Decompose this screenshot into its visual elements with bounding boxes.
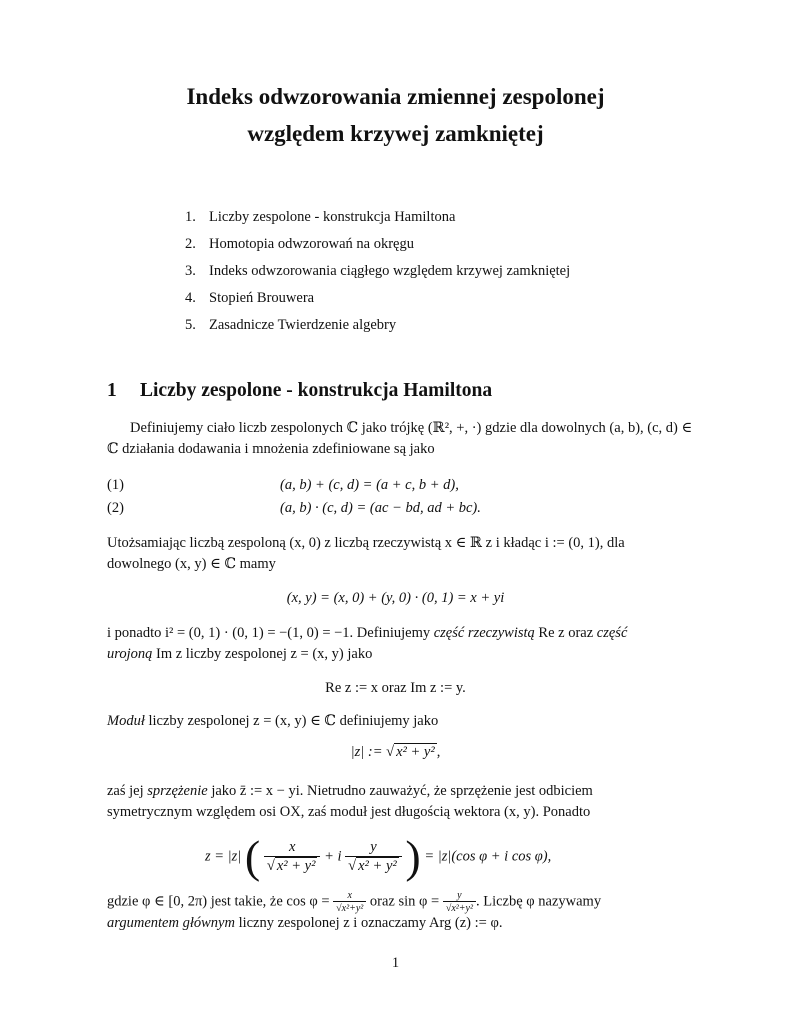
- emphasis-modulus: Moduł: [107, 713, 145, 729]
- equation-1: (a, b) + (c, d) = (a + c, b + d),: [280, 477, 459, 493]
- text-run: Re z oraz: [534, 625, 597, 641]
- equation-6: [205, 831, 552, 882]
- section-number: 1: [107, 380, 117, 401]
- title-line-2: względem krzywej zamkniętej: [247, 121, 544, 146]
- paragraph-3-line-2: [107, 646, 372, 663]
- small-fraction-cos: [333, 890, 366, 914]
- toc-label: Liczby zespolone - konstrukcja Hamiltona: [209, 209, 456, 225]
- eq5-radicand: x² + y²: [396, 744, 435, 760]
- text-run: . Liczbę φ nazywamy: [475, 893, 602, 910]
- paragraph-6-line-2: [107, 915, 502, 932]
- toc-label: Homotopia odwzorowań na okręgu: [209, 236, 414, 252]
- toc-item: [185, 233, 570, 260]
- paragraph-4: [107, 713, 438, 730]
- fraction-y: [345, 839, 402, 875]
- toc-number: 1.: [185, 209, 196, 225]
- equation-2: (a, b) · (c, d) = (ac − bd, ad + bc).: [280, 500, 481, 516]
- title-line-1: Indeks odwzorowania zmiennej zespolonej: [186, 84, 605, 109]
- fraction-numerator: x: [347, 890, 352, 901]
- text-run: liczny zespolonej z i oznaczamy Arg (z) := φ.: [234, 915, 503, 931]
- text-run: Im z liczby zespolonej z = (x, y) jako: [152, 646, 373, 662]
- eq6-lhs: z = |z|: [205, 848, 242, 865]
- toc-number: 4.: [185, 290, 196, 306]
- eq5-end: ,: [436, 744, 441, 760]
- emphasis-principal-argument: argumentem głównym: [107, 915, 235, 931]
- toc-item: [185, 206, 570, 233]
- section-title: Liczby zespolone - konstrukcja Hamiltona: [140, 380, 493, 401]
- paragraph-1-line-2: ℂ działania dodawania i mnożenia zdefiniowane są jako: [107, 441, 435, 457]
- eq6-rhs: = |z|(cos φ + i cos φ),: [424, 848, 552, 865]
- fraction-numerator: y: [370, 839, 377, 855]
- emphasis-real-part: część rzeczywistą: [433, 625, 535, 641]
- paragraph-5-line-2: symetrycznym względem osi OX, zaś moduł jest długością wektora (x, y). Ponadto: [107, 804, 591, 820]
- radicand: x² + y²: [276, 858, 316, 874]
- equation-2-tag: (2): [107, 500, 124, 516]
- text-run: zaś jej: [107, 783, 148, 799]
- fraction-denominator: √ x² + y²: [345, 856, 402, 875]
- radicand: x²+y²: [341, 903, 364, 914]
- text-run: oraz sin φ =: [366, 893, 443, 910]
- fraction-numerator: y: [457, 890, 462, 901]
- equation-1-tag: (1): [107, 477, 124, 493]
- toc-number: 3.: [185, 263, 196, 279]
- paragraph-3-line-1: [107, 625, 627, 642]
- small-fraction-sin: [443, 890, 476, 914]
- paragraph-6-line-1: [107, 890, 601, 914]
- left-paren: (: [244, 831, 261, 882]
- toc-item: [185, 287, 570, 314]
- fraction-denominator: √ x² + y²: [264, 856, 321, 875]
- document-title: [0, 78, 791, 152]
- section-heading: [107, 380, 492, 402]
- eq5-left: |z| :=: [350, 744, 387, 760]
- toc-number: 5.: [185, 317, 196, 333]
- text-run: liczby zespolonej z = (x, y) ∈ ℂ definiujemy jako: [144, 713, 439, 729]
- emphasis-imaginary: urojoną: [107, 646, 153, 662]
- sqrt-sign: √: [386, 744, 395, 760]
- toc-label: Zasadnicze Twierdzenie algebry: [209, 317, 397, 333]
- text-run: jako z̄ := x − yi. Nietrudno zauważyć, że sprzężenie jest odbiciem: [207, 783, 593, 799]
- paragraph-1-line-1: Definiujemy ciało liczb zespolonych ℂ jako trójkę (ℝ², +, ·) gdzie dla dowolnych (a, b), (c, d) ∈: [130, 420, 693, 436]
- fraction-numerator: x: [288, 839, 296, 855]
- toc-item: [185, 314, 570, 341]
- toc-item: [185, 260, 570, 287]
- fraction-denominator: √x²+y²: [333, 901, 366, 914]
- paragraph-2-line-1: Utożsamiając liczbą zespoloną (x, 0) z liczbą rzeczywistą x ∈ ℝ z i kładąc i := (0, 1), dla: [107, 535, 625, 551]
- radicand: x² + y²: [358, 858, 397, 874]
- paragraph-5-line-1: [107, 783, 593, 800]
- right-paren: ): [405, 831, 421, 882]
- eq6-plus-i: + i: [324, 848, 342, 865]
- emphasis-conjugate: sprzężenie: [147, 783, 208, 799]
- equation-4: Re z := x oraz Im z := y.: [325, 680, 466, 696]
- fraction-denominator: √x²+y²: [443, 901, 476, 914]
- paragraph-2-line-2: dowolnego (x, y) ∈ ℂ mamy: [107, 556, 276, 572]
- toc-label: Indeks odwzorowania ciągłego względem krzywej zamkniętej: [209, 263, 571, 279]
- toc-label: Stopień Brouwera: [209, 290, 315, 306]
- radicand: x²+y²: [451, 903, 473, 914]
- emphasis-part: część: [596, 625, 628, 641]
- fraction-x: [264, 839, 321, 875]
- text-run: gdzie φ ∈ [0, 2π) jest takie, że cos φ =: [107, 893, 334, 910]
- text-run: i ponadto i² = (0, 1) · (0, 1) = −(1, 0) = −1. Definiujemy: [107, 625, 434, 641]
- equation-3: (x, y) = (x, 0) + (y, 0) · (0, 1) = x + yi: [286, 590, 505, 606]
- page-number: 1: [391, 955, 400, 971]
- toc-number: 2.: [185, 236, 196, 252]
- table-of-contents: [185, 206, 570, 341]
- equation-5: [0, 744, 791, 761]
